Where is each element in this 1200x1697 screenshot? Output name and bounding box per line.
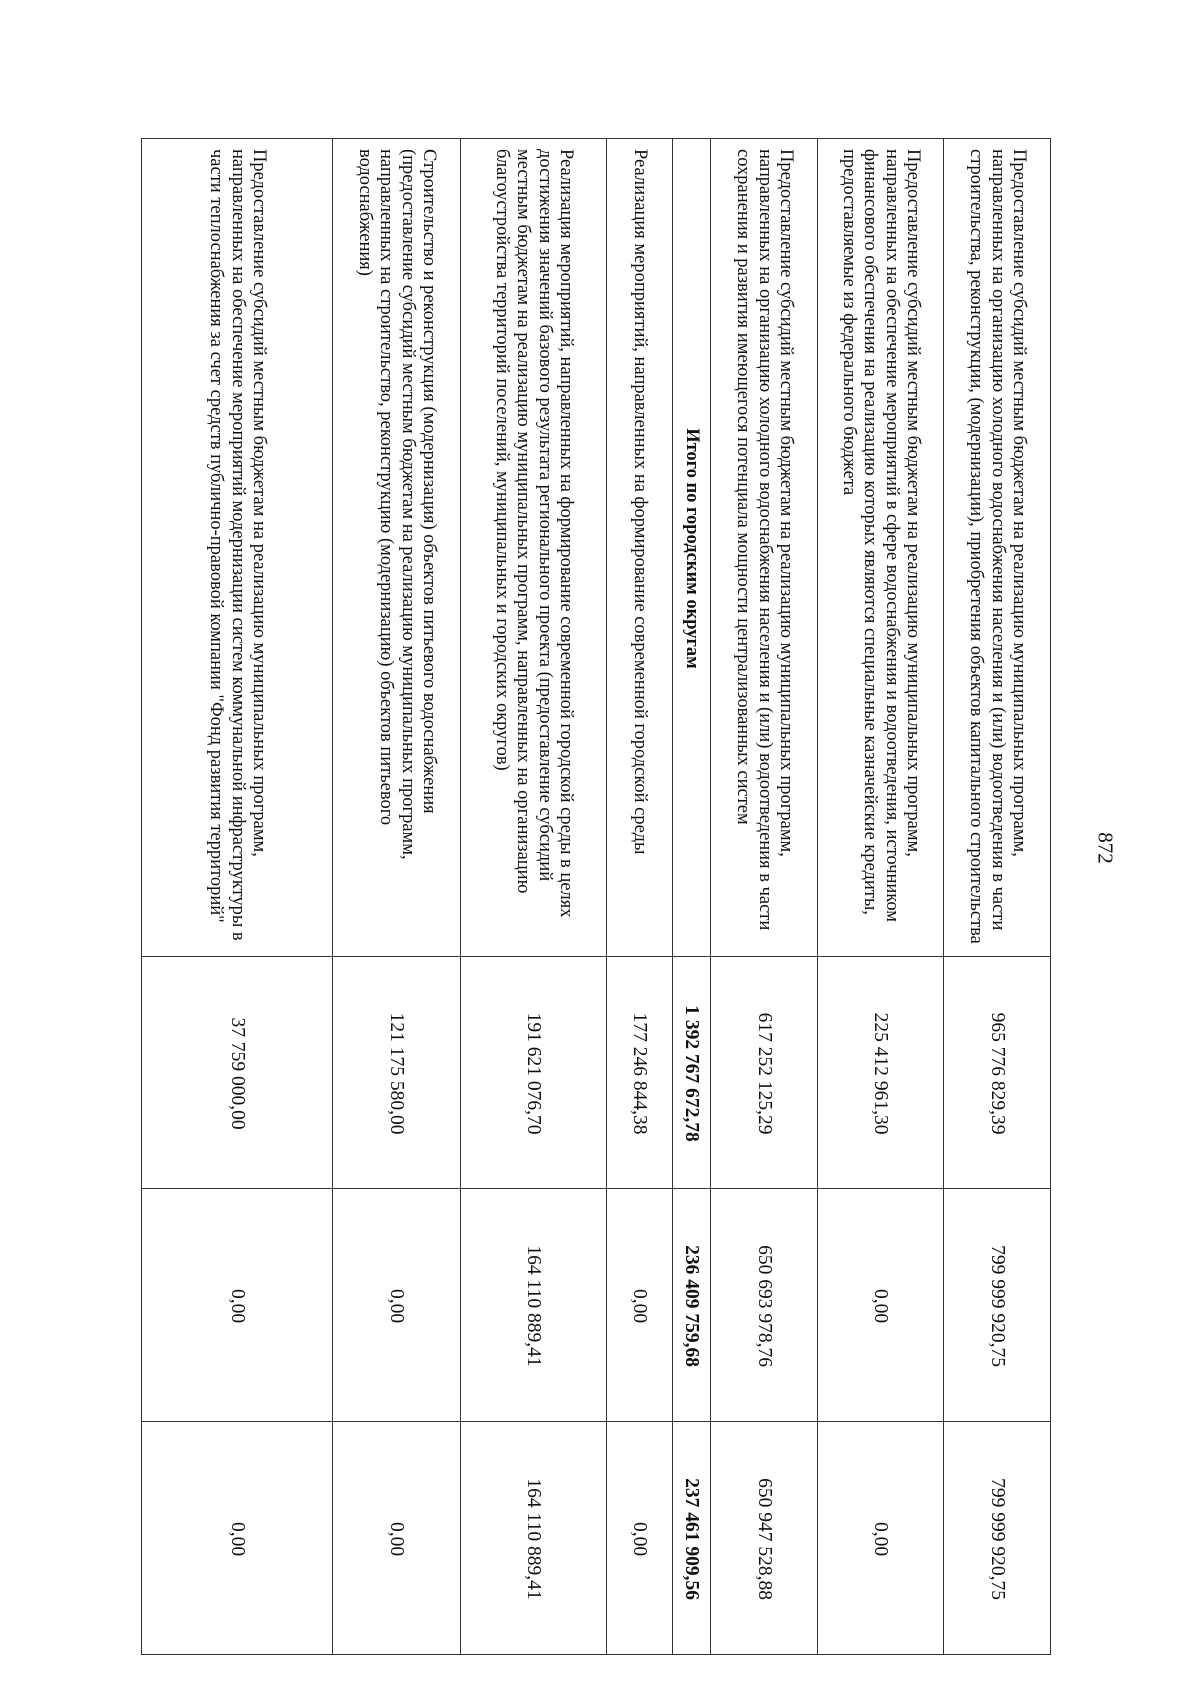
total-value-2: 236 409 759,68 xyxy=(673,1189,711,1422)
row-value-1: 225 412 961,30 xyxy=(818,957,944,1189)
row-name: Реализация мероприятий, направленных на формирование современной городской среды xyxy=(607,139,673,957)
row-value-1: 617 252 125,29 xyxy=(711,957,818,1189)
row-value-2: 799 999 920,75 xyxy=(944,1189,1051,1422)
table-row xyxy=(818,139,944,1655)
table-row xyxy=(461,139,607,1655)
row-value-1: 121 175 580,00 xyxy=(333,957,461,1189)
budget-table-container xyxy=(142,138,1051,1654)
row-value-2: 0,00 xyxy=(142,1189,333,1422)
row-value-3: 0,00 xyxy=(142,1422,333,1655)
row-value-3: 0,00 xyxy=(607,1422,673,1655)
row-name: Предоставление субсидий местным бюджетам на реализацию муниципальных программ, направленных на организацию холодного водоснабжения населения и (или) водоотведения в части строительства, реконструкции, (модернизации), приобретения объектов капитального строительства xyxy=(944,139,1051,957)
total-value-3: 237 461 909,56 xyxy=(673,1422,711,1655)
total-row xyxy=(673,139,711,1655)
row-name: Предоставление субсидий местным бюджетам на реализацию муниципальных программ, направленных на обеспечение мероприятий модернизации систем коммунальной инфраструктуры в части теплоснабжения за счет средств публично-правовой компании "Фонд развития территорий" xyxy=(142,139,333,957)
row-value-1: 191 621 076,70 xyxy=(461,957,607,1189)
page-number: 872 xyxy=(1093,832,1118,864)
row-value-1: 37 759 000,00 xyxy=(142,957,333,1189)
row-name: Предоставление субсидий местным бюджетам на реализацию муниципальных программ, направленных на организацию холодного водоснабжения населения и (или) водоотведения в части сохранения и развития имеющегося потенциала мощности централизованных систем xyxy=(711,139,818,957)
row-name: Предоставление субсидий местным бюджетам на реализацию муниципальных программ, направленных на обеспечение мероприятий в сфере водоснабжения и водоотведения, источником финансового обеспечения на реализацию которых являются специальные казначейские кредиты, предоставляемые из федерального бюджета xyxy=(818,139,944,957)
table-row xyxy=(944,139,1051,1655)
row-value-2: 0,00 xyxy=(818,1189,944,1422)
row-value-3: 0,00 xyxy=(818,1422,944,1655)
budget-table xyxy=(141,138,1051,1655)
table-row xyxy=(333,139,461,1655)
total-value-1: 1 392 767 672,78 xyxy=(673,957,711,1189)
row-name: Реализация мероприятий, направленных на формирование современной городской среды в целях достижения значений базового результата регионального проекта (предоставление субсидий местным бюджетам на реализацию муниципальных программ, направленных на организацию благоустройства территорий поселений, муниципальных и городских округов) xyxy=(461,139,607,957)
row-value-3: 650 947 528,88 xyxy=(711,1422,818,1655)
row-name: Строительство и реконструкция (модернизация) объектов питьевого водоснабжения (предоставление субсидий местным бюджетам на реализацию муниципальных программ, направленных на строительство, реконструкцию (модернизацию) объектов питьевого водоснабжения) xyxy=(333,139,461,957)
rotated-table-frame xyxy=(142,138,1051,1654)
row-value-1: 965 776 829,39 xyxy=(944,957,1051,1189)
row-value-3: 799 999 920,75 xyxy=(944,1422,1051,1655)
row-value-2: 650 693 978,76 xyxy=(711,1189,818,1422)
total-label: Итого по городским округам xyxy=(673,139,711,957)
row-value-2: 0,00 xyxy=(333,1189,461,1422)
table-row xyxy=(142,139,333,1655)
row-value-2: 164 110 889,41 xyxy=(461,1189,607,1422)
row-value-1: 177 246 844,38 xyxy=(607,957,673,1189)
row-value-3: 164 110 889,41 xyxy=(461,1422,607,1655)
table-row xyxy=(607,139,673,1655)
table-row xyxy=(711,139,818,1655)
row-value-2: 0,00 xyxy=(607,1189,673,1422)
row-value-3: 0,00 xyxy=(333,1422,461,1655)
